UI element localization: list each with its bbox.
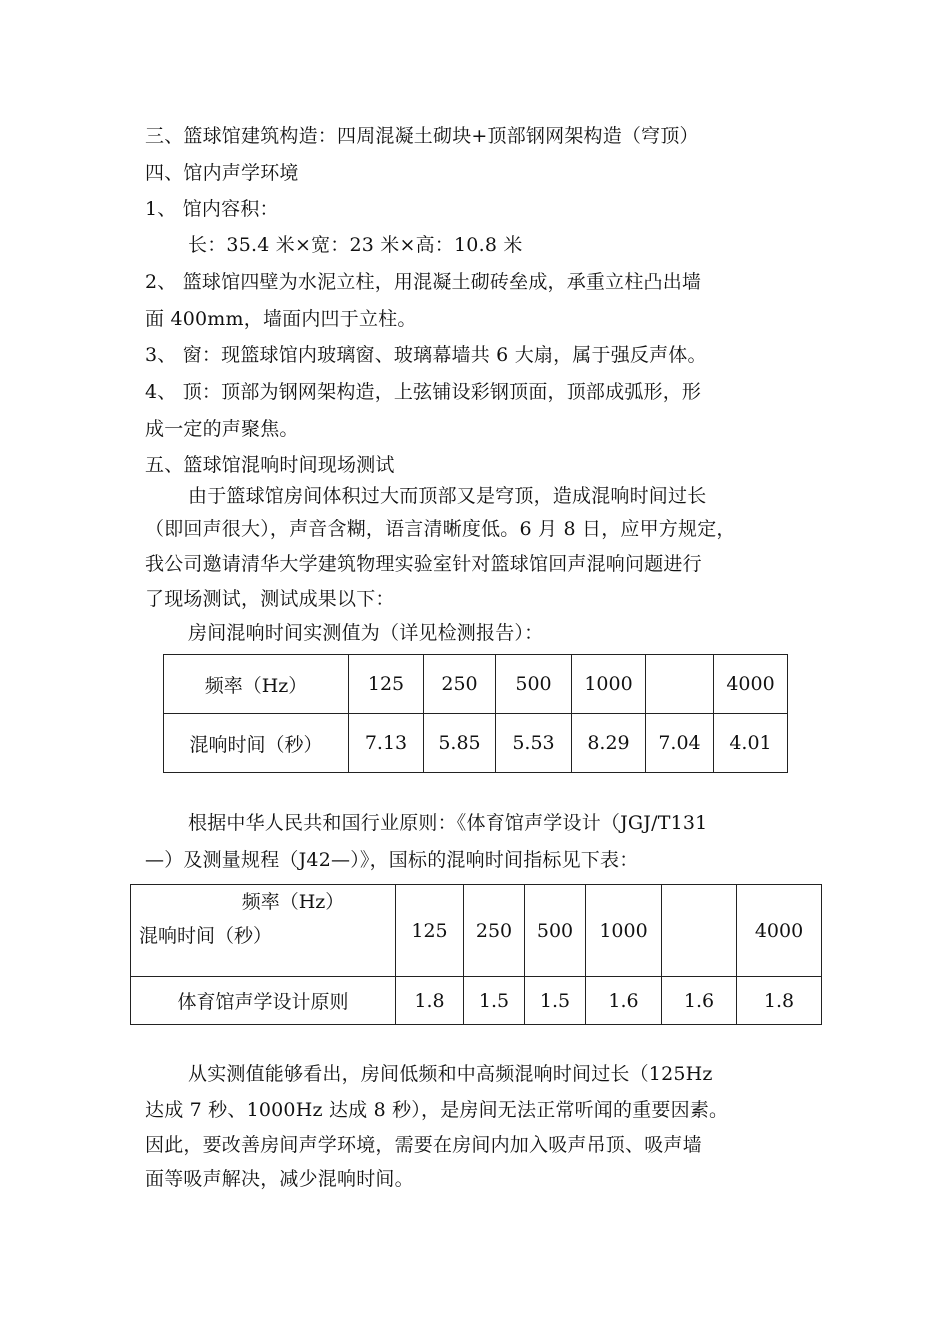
frequency-cell: 125 bbox=[396, 885, 464, 977]
test-paragraph-line2: （即回声很大），声音含糊，语言清晰度低。6 月 8 日，应甲方规定， bbox=[145, 518, 736, 540]
item-1-volume: 1、 馆内容积： bbox=[145, 198, 279, 220]
frequency-cell: 250 bbox=[464, 885, 525, 977]
value-cell: 1.8 bbox=[737, 977, 822, 1025]
measured-values-intro: 房间混响时间实测值为（详见检测报告）： bbox=[188, 622, 544, 644]
table-row bbox=[131, 885, 822, 977]
table-row bbox=[164, 714, 788, 773]
frequency-cell bbox=[662, 885, 737, 977]
item-2-walls-line2: 面 400mm，墙面内凹于立柱。 bbox=[145, 308, 417, 330]
design-standard-label: 体育馆声学设计原则 bbox=[131, 977, 396, 1025]
frequency-cell: 500 bbox=[496, 655, 572, 714]
value-cell: 5.53 bbox=[496, 714, 572, 773]
reverb-time-header: 混响时间（秒） bbox=[139, 925, 273, 947]
section-4-heading: 四、馆内声学环境 bbox=[145, 162, 299, 184]
value-cell: 1.6 bbox=[586, 977, 662, 1025]
value-cell: 1.5 bbox=[464, 977, 525, 1025]
standard-reverb-table bbox=[130, 884, 822, 1025]
conclusion-line1: 从实测值能够看出，房间低频和中高频混响时间过长（125Hz bbox=[188, 1063, 713, 1085]
table-row bbox=[164, 655, 788, 714]
frequency-cell: 4000 bbox=[714, 655, 788, 714]
standard-reference-line2: —）及测量规程（J42—）》，国标的混响时间指标见下表： bbox=[145, 849, 639, 871]
test-paragraph-line3: 我公司邀请清华大学建筑物理实验室针对篮球馆回声混响问题进行 bbox=[145, 553, 702, 575]
reverb-time-label: 混响时间（秒） bbox=[164, 714, 349, 773]
frequency-header: 频率（Hz） bbox=[241, 891, 345, 913]
frequency-cell: 500 bbox=[525, 885, 586, 977]
diagonal-header-cell bbox=[131, 885, 396, 977]
section-3-heading: 三、篮球馆建筑构造：四周混凝土砌块+顶部钢网架构造（穹顶） bbox=[145, 125, 699, 147]
value-cell: 4.01 bbox=[714, 714, 788, 773]
item-4-roof-line1: 4、 顶：顶部为钢网架构造，上弦铺设彩钢顶面，顶部成弧形，形 bbox=[145, 381, 702, 403]
frequency-cell: 1000 bbox=[586, 885, 662, 977]
value-cell: 7.04 bbox=[646, 714, 714, 773]
value-cell: 1.8 bbox=[396, 977, 464, 1025]
frequency-cell: 250 bbox=[424, 655, 496, 714]
value-cell: 1.6 bbox=[662, 977, 737, 1025]
value-cell: 5.85 bbox=[424, 714, 496, 773]
conclusion-line4: 面等吸声解决，减少混响时间。 bbox=[145, 1168, 414, 1190]
item-3-windows: 3、 窗：现篮球馆内玻璃窗、玻璃幕墙共 6 大扇，属于强反声体。 bbox=[145, 344, 707, 366]
table-row bbox=[131, 977, 822, 1025]
item-2-walls-line1: 2、 篮球馆四壁为水泥立柱，用混凝土砌砖垒成，承重立柱凸出墙 bbox=[145, 271, 702, 293]
value-cell: 1.5 bbox=[525, 977, 586, 1025]
item-4-roof-line2: 成一定的声聚焦。 bbox=[145, 418, 299, 440]
section-5-heading: 五、篮球馆混响时间现场测试 bbox=[145, 454, 395, 476]
frequency-cell: 1000 bbox=[572, 655, 646, 714]
conclusion-line3: 因此，要改善房间声学环境，需要在房间内加入吸声吊顶、吸声墙 bbox=[145, 1134, 702, 1156]
volume-dimensions: 长：35.4 米×宽：23 米×高：10.8 米 bbox=[188, 234, 523, 256]
frequency-cell bbox=[646, 655, 714, 714]
value-cell: 8.29 bbox=[572, 714, 646, 773]
value-cell: 7.13 bbox=[349, 714, 424, 773]
conclusion-line2: 达成 7 秒、1000Hz 达成 8 秒），是房间无法正常听闻的重要因素。 bbox=[145, 1099, 729, 1121]
test-paragraph-line1: 由于篮球馆房间体积过大而顶部又是穹顶，造成混响时间过长 bbox=[188, 485, 707, 507]
test-paragraph-line4: 了现场测试，测试成果以下： bbox=[145, 588, 395, 610]
frequency-header: 频率（Hz） bbox=[164, 655, 349, 714]
frequency-cell: 125 bbox=[349, 655, 424, 714]
standard-reference-line1: 根据中华人民共和国行业原则：《体育馆声学设计（JGJ/T131 bbox=[188, 812, 708, 834]
measured-reverb-table bbox=[163, 654, 788, 773]
frequency-cell: 4000 bbox=[737, 885, 822, 977]
